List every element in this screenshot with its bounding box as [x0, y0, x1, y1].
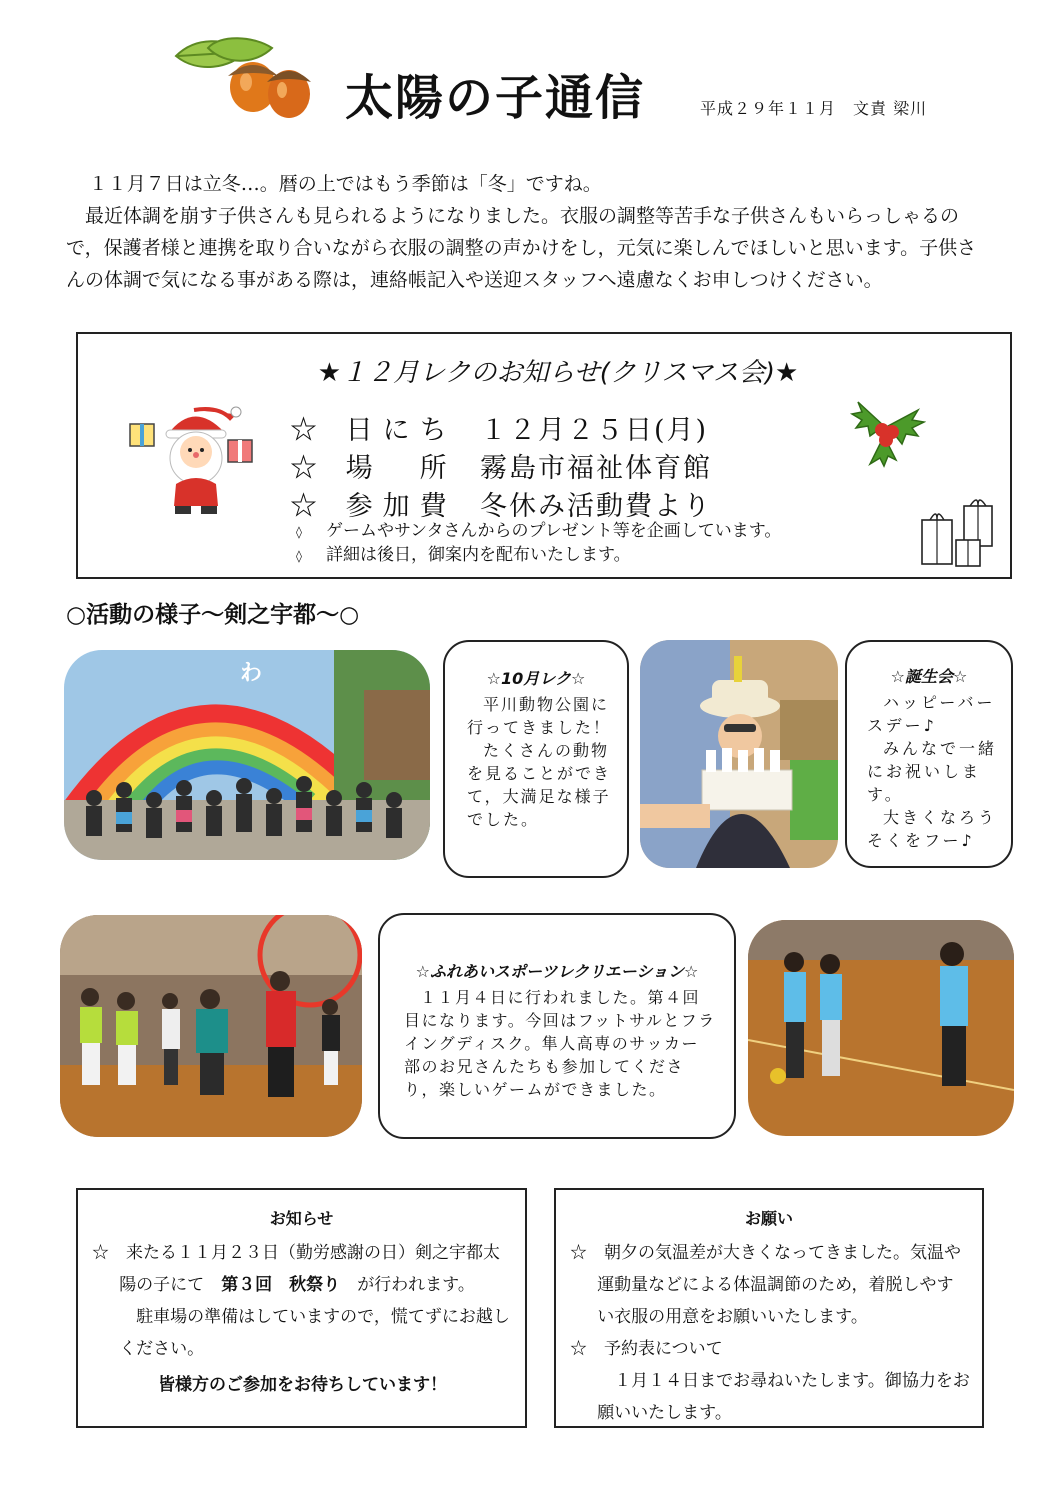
zoo-group-photo [64, 650, 430, 860]
zoo-arch-sign: わ [240, 661, 263, 686]
event-title: ★１２月レクのお知らせ(クリスマス会)★ [317, 358, 799, 388]
event-note-2: ◊ 詳細は後日，御案内を配布いたします。 [296, 545, 631, 565]
holly-illustration [848, 396, 926, 468]
december-event-box [76, 332, 1012, 579]
notice-box [76, 1188, 527, 1428]
notice-parking: 駐車場の準備はしていますので，慌てずにお越しください。 [119, 1307, 510, 1359]
gym-group-photo [60, 915, 362, 1137]
event-date-value: １２月２５日(月) [480, 415, 709, 446]
star-bullet-icon: ☆ [570, 1243, 587, 1263]
newsletter-title: 太陽の子通信 [345, 70, 646, 126]
sports-recreation-heading: ☆ふれあいスポーツレクリエーション☆ [415, 962, 699, 981]
gift-boxes-illustration [920, 492, 998, 568]
festival-name: 第３回 秋祭り [221, 1275, 341, 1295]
intro-text [66, 168, 990, 296]
issue-date-author: 平成２９年１１月 文責 梁川 [700, 99, 928, 118]
event-fee-value: 冬休み活動費より [480, 491, 712, 522]
diamond-bullet-icon: ◊ [296, 525, 302, 539]
birthday-heading: ☆誕生会☆ [890, 667, 968, 686]
october-rec-heading: ☆10月レク☆ [486, 669, 586, 688]
activities-heading: ○活動の様子～剣之宇都～○ [66, 602, 360, 628]
request-body [570, 1237, 970, 1429]
notice-body [92, 1237, 513, 1401]
request-reservation-detail: １月１４日までお尋ねいたします。御協力をお願いいたします。 [597, 1371, 970, 1423]
october-rec-body: 平川動物公園に行ってきました！ たくさんの動物を見ることができて，大満足な様子でした。 [467, 695, 612, 829]
request-heading: お願い [744, 1209, 793, 1228]
request-item-reservation: ☆ 予約表について [570, 1339, 723, 1359]
notice-closing: 皆様方のご参加をお待ちしています！ [158, 1375, 447, 1395]
event-note-1: ◊ ゲームやサンタさんからのプレゼント等を企画しています。 [296, 521, 782, 541]
request-item-clothing: ☆ 朝夕の気温差が大きくなってきました。気温や運動量などによる体温調節のため，着脱しやすい衣服の用意をお願いいたします。 [570, 1243, 961, 1327]
diamond-bullet-icon: ◊ [296, 549, 302, 563]
intro-paragraph-2: 最近体調を崩す子供さんも見られるようになりました。衣服の調整等苦手な子供さんもいらっしゃるので，保護者様と連携を取り合いながら衣服の調整の声かけをし，元気に楽しんでほしいと思います。子供さんの体調で気になる事がある際は，連絡帳記入や送迎スタッフへ遠慮なくお申しつけください。 [66, 205, 977, 291]
event-place-row [290, 446, 712, 485]
october-rec-box [443, 640, 629, 878]
futsal-photo [748, 920, 1014, 1136]
acorn-illustration [168, 34, 313, 124]
birthday-photo [640, 640, 838, 868]
event-place-value: 霧島市福祉体育館 [480, 453, 712, 484]
notice-heading: お知らせ [269, 1209, 334, 1228]
sports-recreation-box [378, 913, 736, 1139]
santa-illustration [128, 402, 258, 517]
notice-item-festival: ☆ 来たる１１月２３日（勤労感謝の日）剣之宇都太陽の子にて 第３回 秋祭り が行われます。 [92, 1243, 500, 1295]
event-place-label: ☆ 場 所 [290, 453, 457, 484]
birthday-box [845, 640, 1013, 868]
star-bullet-icon: ☆ [92, 1243, 109, 1263]
request-box [554, 1188, 984, 1428]
star-bullet-icon: ☆ [570, 1339, 587, 1359]
event-date-label: ☆ 日にち [290, 415, 457, 446]
sports-recreation-body: １１月４日に行われました。第４回目になります。今回はフットサルとフライングディスク。隼人高専のサッカー部のお兄さんたちも参加してくださり，楽しいゲームができました。 [404, 988, 716, 1099]
event-date-row [290, 408, 708, 447]
intro-paragraph-1: １１月７日は立冬…。暦の上ではもう季節は「冬」ですね。 [88, 173, 602, 195]
event-fee-label: ☆ 参加費 [290, 491, 457, 522]
birthday-body: ハッピーバースデー♪ みんなで一緒にお祝いします。 大きくなろうそくをフー♪ [867, 693, 998, 850]
